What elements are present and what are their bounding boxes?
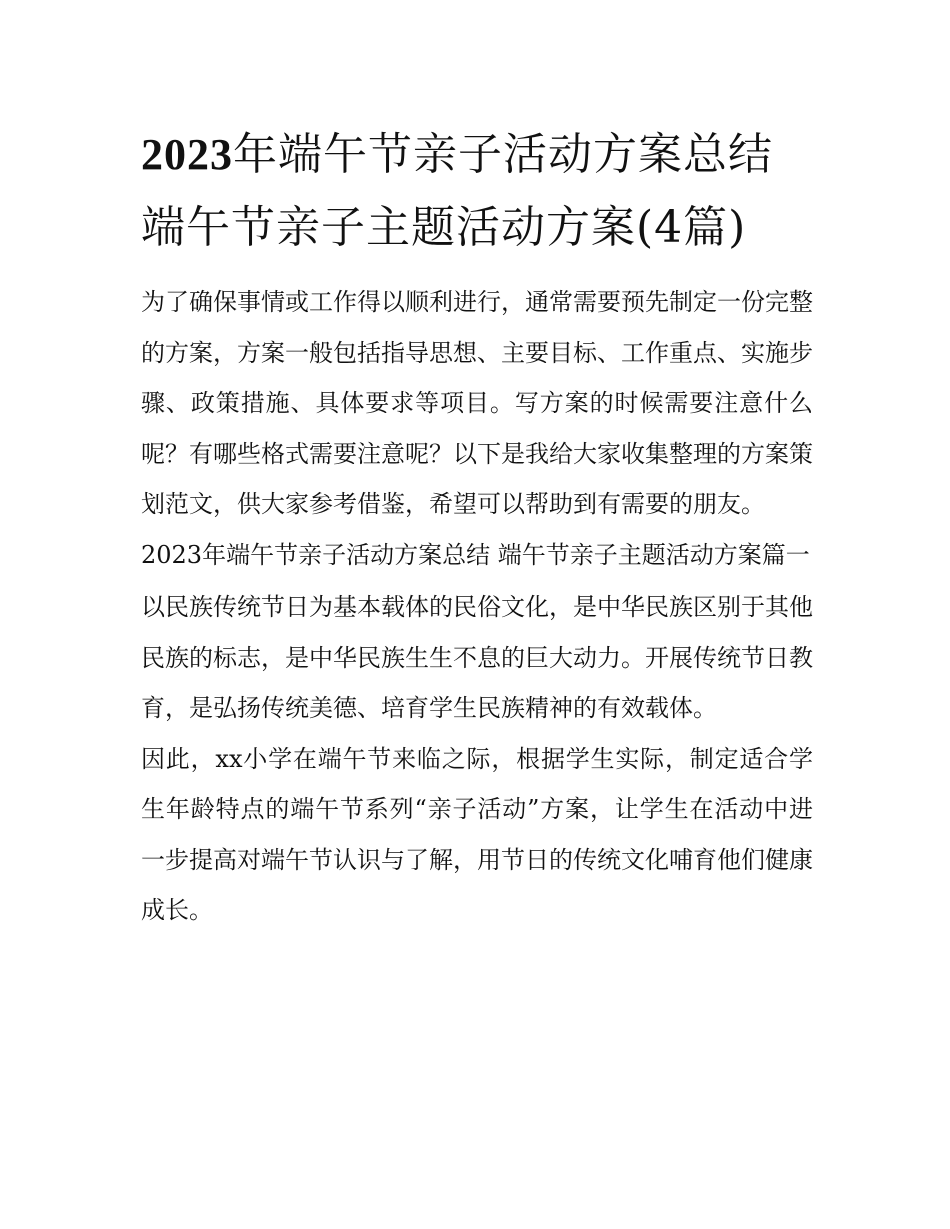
document-page (141, 118, 813, 936)
document-title (141, 118, 813, 264)
title-text: 年端午节亲子活动方案总结 端午节亲子主题活动方案(4篇) (141, 129, 773, 253)
body-paragraph-2: 因此，xx小学在端午节来临之际，根据学生实际，制定适合学生年龄特点的端午节系列“亲子活动”方案，让学生在活动中进一步提高对端午节认识与了解，用节日的传统文化哺育他们健康成长。 (141, 744, 813, 924)
body-paragraph-1: 以民族传统节日为基本载体的民俗文化，是中华民族区别于其他民族的标志，是中华民族生生不息的巨大动力。开展传统节日教育，是弘扬传统美德、培育学生民族精神的有效载体。 (141, 593, 813, 722)
intro-paragraph: 为了确保事情或工作得以顺利进行，通常需要预先制定一份完整的方案，方案一般包括指导思想、主要目标、工作重点、实施步骤、政策措施、具体要求等项目。写方案的时候需要注意什么呢？有哪些格式需要注意呢？以下是我给大家收集整理的方案策划范文，供大家参考借鉴，希望可以帮助到有需要的朋友。 (141, 288, 813, 518)
title-year: 2023 (141, 130, 233, 179)
section-heading: 2023年端午节亲子活动方案总结 端午节亲子主题活动方案篇一 (141, 540, 810, 569)
